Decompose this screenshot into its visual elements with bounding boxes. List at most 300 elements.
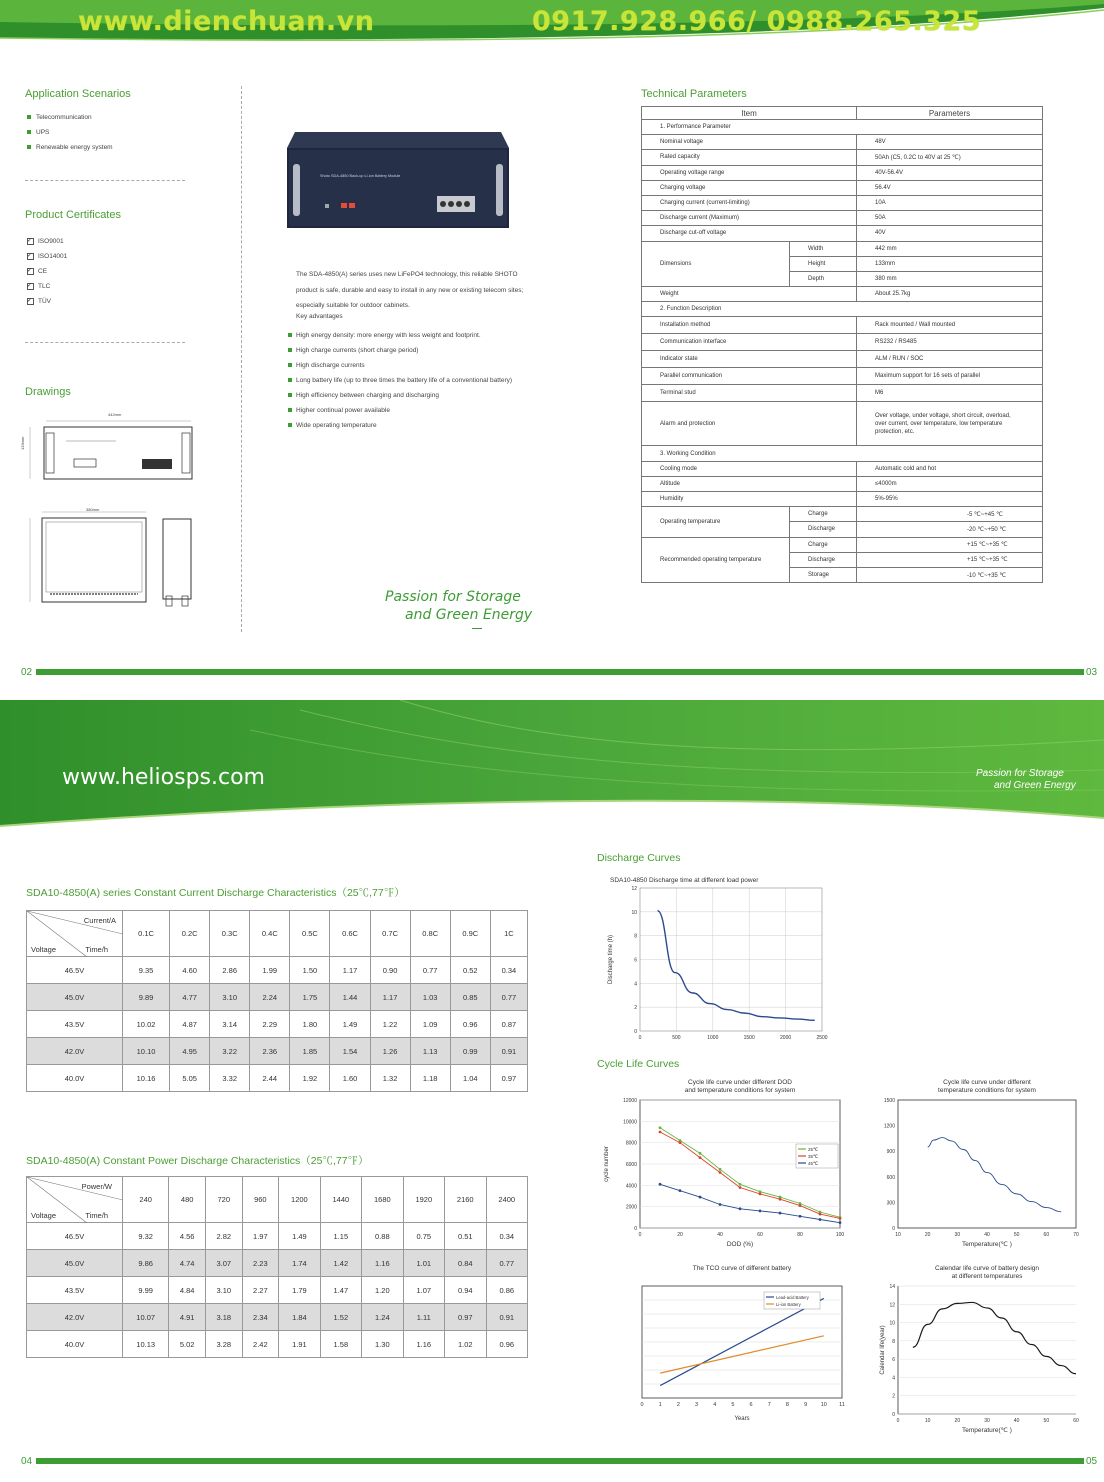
top-page [0, 0, 1104, 690]
cp-col: 1920 [403, 1177, 444, 1223]
x-tick-label: 2500 [816, 1035, 828, 1041]
voltage-cell: 46.5V [27, 1223, 123, 1250]
table-row: Cooling mode Automatic cold and hot [642, 461, 1043, 476]
x-tick-label: 20 [954, 1418, 961, 1424]
series-line [660, 1184, 840, 1222]
legend-label: Li-ion Battery [776, 1302, 801, 1307]
cc-hdr-top: Current/A [83, 916, 116, 925]
list-item: Renewable energy system [27, 140, 113, 155]
table-row: Discharge cut-off voltage 40V [642, 226, 1043, 241]
series-line [660, 1128, 840, 1218]
certificates-title: Product Certificates [25, 209, 121, 221]
chart-title: Cycle life curve under different [943, 1079, 1031, 1086]
table-cell: 0.77 [490, 984, 527, 1011]
y-tick-label: 2 [634, 1005, 637, 1012]
table-cell: 0.52 [450, 957, 490, 984]
page-number: 03 [1086, 667, 1098, 678]
tech-section: 2. Function Description [642, 302, 1043, 317]
table-cell: 0.91 [486, 1304, 528, 1331]
data-point [739, 1186, 742, 1189]
y-axis-label: Calendar life(year) [880, 1325, 886, 1375]
x-tick-label: 100 [835, 1232, 845, 1238]
cp-col: 240 [123, 1177, 169, 1223]
tech-section: 3. Working Condition [642, 446, 1043, 461]
table-cell: 1.80 [290, 1011, 330, 1038]
x-tick-label: 60 [1073, 1418, 1079, 1424]
table-cell: 0.94 [445, 1277, 486, 1304]
cp-table-title: SDA10-4850(A) Constant Power Discharge Characteristics（25℃,77℉） [26, 1155, 369, 1167]
watermark-phone: 0917.928.966/ 0988.265.325 [532, 6, 982, 37]
table-cell: 1.75 [290, 984, 330, 1011]
x-tick-label: 80 [797, 1232, 803, 1238]
table-cell: 4.84 [169, 1277, 206, 1304]
certificates-list [27, 234, 67, 309]
voltage-cell: 45.0V [27, 1250, 123, 1277]
x-tick-label: 500 [672, 1035, 681, 1041]
table-row: Operating temperature Charge -5 ℃~+45 ℃ [642, 507, 1043, 522]
table-cell: 4.60 [170, 957, 210, 984]
table-cell: 1.49 [330, 1011, 370, 1038]
table-row: Charging voltage 56.4V [642, 180, 1043, 195]
list-item: CE ✓ [27, 264, 67, 279]
list-item: TÜV ✓ [27, 294, 67, 309]
table-cell: 3.28 [205, 1331, 242, 1358]
table-cell: 9.99 [123, 1277, 169, 1304]
table-row: Installation method Rack mounted / Wall mounted [642, 317, 1043, 334]
table-cell: 1.15 [320, 1223, 361, 1250]
voltage-cell: 40.0V [27, 1065, 123, 1092]
table-row [27, 1304, 528, 1331]
tech-title: Technical Parameters [641, 88, 747, 100]
table-row [27, 1011, 528, 1038]
product-panel-label: Shoto SDA-4850 Back-up Li-ion Battery Module [320, 174, 401, 178]
table-row: Terminal stud M6 [642, 385, 1043, 402]
table-row: Discharge current (Maximum) 50A [642, 211, 1043, 226]
cp-col: 1200 [279, 1177, 320, 1223]
data-point [819, 1218, 822, 1221]
table-cell: 0.77 [410, 957, 450, 984]
table-row: Indicator state ALM / RUN / SOC [642, 351, 1043, 368]
data-point [779, 1212, 782, 1215]
table-cell: 3.07 [205, 1250, 242, 1277]
table-cell: 10.13 [123, 1331, 169, 1358]
table-row: Discharge -20 ℃~+50 ℃ [642, 522, 1043, 537]
key-advantages-list [288, 328, 550, 433]
x-tick-label: 0 [638, 1232, 642, 1238]
x-tick-label: 1000 [707, 1035, 719, 1041]
y-tick-label: 6 [892, 1357, 895, 1364]
x-tick-label: 11 [839, 1402, 845, 1408]
legend-label: Lead-acid Battery [776, 1295, 809, 1300]
voltage-cell: 43.5V [27, 1277, 123, 1304]
y-tick-label: 0 [634, 1029, 637, 1035]
table-cell: 1.97 [242, 1223, 279, 1250]
chart-title: Calendar life curve of battery design [934, 1265, 1040, 1272]
cp-col: 2160 [445, 1177, 486, 1223]
cp-col: 1440 [320, 1177, 361, 1223]
list-item: Long battery life (up to three times the battery life of a conventional battery) [288, 373, 550, 388]
chart-title: The TCO curve of different battery [692, 1265, 792, 1272]
series-line [913, 1302, 1076, 1373]
chart-title: SDA10-4850 Discharge time at different load power [610, 877, 759, 884]
table-cell: 4.56 [169, 1223, 206, 1250]
data-point [799, 1215, 802, 1218]
table-cell: 1.32 [370, 1065, 410, 1092]
table-cell: 1.01 [403, 1250, 444, 1277]
cycle-life-title: Cycle Life Curves [597, 1058, 680, 1070]
table-cell: 2.29 [250, 1011, 290, 1038]
list-item: UPS [27, 125, 113, 140]
table-cell: 1.99 [250, 957, 290, 984]
x-tick-label: 50 [1043, 1418, 1050, 1424]
table-cell: 1.58 [320, 1331, 361, 1358]
drawing-width-label: 442mm [108, 412, 122, 417]
table-cell: 0.96 [486, 1331, 528, 1358]
x-tick-label: 10 [924, 1418, 931, 1424]
application-title: Application Scenarios [25, 88, 131, 100]
cc-col: 0.2C [170, 911, 210, 957]
tech-table [641, 106, 1043, 583]
table-row [27, 1223, 528, 1250]
cc-col: 0.5C [290, 911, 330, 957]
table-cell: 4.77 [170, 984, 210, 1011]
list-item: Wide operating temperature [288, 418, 550, 433]
cc-col: 0.3C [210, 911, 250, 957]
x-tick-label: 40 [1013, 1418, 1020, 1424]
data-point [779, 1198, 782, 1201]
x-tick-label: 1 [658, 1402, 662, 1408]
data-point [659, 1131, 662, 1134]
footer-bar [36, 1458, 1084, 1464]
x-tick-label: 20 [924, 1232, 931, 1238]
cc-corner-header [27, 911, 123, 957]
plot-frame [898, 1100, 1076, 1228]
header-slogan-line2: and Green Energy [994, 780, 1076, 791]
y-tick-label: 12 [631, 886, 637, 892]
voltage-cell: 46.5V [27, 957, 123, 984]
x-tick-label: 0 [638, 1035, 642, 1041]
x-tick-label: 4 [713, 1402, 717, 1408]
table-cell: 1.18 [410, 1065, 450, 1092]
table-row: Weight About 25.7kg [642, 287, 1043, 302]
x-tick-label: 5 [731, 1402, 735, 1408]
table-cell: 1.47 [320, 1277, 361, 1304]
table-cell: 1.52 [320, 1304, 361, 1331]
table-row: Charging current (current-limiting) 10A [642, 195, 1043, 210]
x-tick-label: 3 [695, 1402, 699, 1408]
table-cell: 10.10 [123, 1038, 170, 1065]
table-row: Nominal voltage 48V [642, 135, 1043, 150]
x-tick-label: 30 [954, 1232, 961, 1238]
cp-hdr-time: Time/h [85, 1211, 108, 1220]
data-point [739, 1183, 742, 1186]
tech-section: 1. Performance Parameter [642, 120, 1043, 135]
y-tick-label: 12000 [623, 1098, 637, 1104]
table-row [27, 1250, 528, 1277]
table-cell: 0.88 [362, 1223, 403, 1250]
table-cell: 3.18 [205, 1304, 242, 1331]
table-cell: 1.74 [279, 1250, 320, 1277]
table-cell: 0.90 [370, 957, 410, 984]
product-image [283, 128, 513, 230]
cp-hdr-top: Power/W [81, 1182, 112, 1191]
y-tick-label: 1200 [883, 1123, 895, 1130]
y-tick-label: 10000 [623, 1119, 637, 1126]
voltage-cell: 42.0V [27, 1304, 123, 1331]
table-cell: 3.14 [210, 1011, 250, 1038]
table-row [27, 1331, 528, 1358]
application-list [27, 110, 113, 155]
y-tick-label: 8 [892, 1338, 895, 1345]
table-row [27, 957, 528, 984]
slogan-line2: and Green Energy [405, 607, 533, 623]
y-tick-label: 0 [892, 1226, 895, 1232]
drawing-front-view [26, 415, 196, 485]
table-row: Altitude ≤4000m [642, 476, 1043, 491]
table-cell: 1.54 [330, 1038, 370, 1065]
table-cell: 0.97 [445, 1304, 486, 1331]
table-cell: 0.96 [450, 1011, 490, 1038]
legend-label: 25℃ [808, 1147, 819, 1152]
table-cell: 2.34 [242, 1304, 279, 1331]
header-slogan-line1: Passion for Storage [976, 768, 1064, 779]
table-cell: 2.27 [242, 1277, 279, 1304]
x-tick-label: 8 [785, 1402, 789, 1408]
cc-col: 1C [490, 911, 527, 957]
calendar-life-chart [870, 1262, 1095, 1447]
table-cell: 1.85 [290, 1038, 330, 1065]
x-tick-label: 7 [767, 1402, 771, 1408]
table-cell: 1.07 [403, 1277, 444, 1304]
table-cell: 0.34 [490, 957, 527, 984]
table-cell: 3.32 [210, 1065, 250, 1092]
table-cell: 0.77 [486, 1250, 528, 1277]
drawing-side-view [160, 516, 195, 611]
y-tick-label: 6 [634, 957, 637, 964]
table-cell: 1.16 [403, 1331, 444, 1358]
x-tick-label: 60 [757, 1232, 763, 1238]
table-row: Discharge +15 ℃~+35 ℃ [642, 552, 1043, 567]
table-cell: 1.49 [279, 1223, 320, 1250]
table-cell: 9.35 [123, 957, 170, 984]
cc-col: 0.6C [330, 911, 370, 957]
table-cell: 1.84 [279, 1304, 320, 1331]
table-cell: 1.42 [320, 1250, 361, 1277]
table-cell: 1.44 [330, 984, 370, 1011]
data-point [679, 1141, 682, 1144]
table-cell: 1.50 [290, 957, 330, 984]
data-point [759, 1192, 762, 1195]
x-tick-label: 6 [749, 1402, 753, 1408]
discharge-chart [598, 870, 838, 1045]
y-tick-label: 6000 [625, 1162, 637, 1168]
x-tick-label: 10 [820, 1402, 827, 1408]
series-line [928, 1138, 1061, 1212]
table-cell: 1.79 [279, 1277, 320, 1304]
x-tick-label: 50 [1013, 1232, 1020, 1238]
table-cell: 10.16 [123, 1065, 170, 1092]
x-tick-label: 0 [896, 1418, 900, 1424]
cycle-temperature-chart [870, 1076, 1095, 1261]
y-tick-label: 4 [634, 981, 637, 988]
page-number: 02 [21, 667, 33, 678]
data-point [719, 1168, 722, 1171]
cc-body [27, 957, 528, 1092]
table-cell: 3.10 [210, 984, 250, 1011]
cc-col: 0.1C [123, 911, 170, 957]
table-cell: 1.26 [370, 1038, 410, 1065]
table-cell: 0.97 [490, 1065, 527, 1092]
cc-hdr-time: Time/h [85, 945, 108, 954]
table-cell: 9.86 [123, 1250, 169, 1277]
table-cell: 4.95 [170, 1038, 210, 1065]
divider [25, 180, 185, 181]
page-number: 05 [1086, 1456, 1098, 1467]
table-cell: 0.34 [486, 1223, 528, 1250]
table-row: Alarm and protection Over voltage, under voltage, short circuit, overload, over current, over temperature, low temperature protection, etc. [642, 402, 1043, 446]
cp-col: 480 [169, 1177, 206, 1223]
table-cell: 1.92 [290, 1065, 330, 1092]
cc-col: 0.9C [450, 911, 490, 957]
list-item: High efficiency between charging and discharging [288, 388, 550, 403]
cc-hdr-voltage: Voltage [31, 945, 57, 954]
y-tick-label: 1500 [883, 1098, 895, 1104]
table-cell: 1.91 [279, 1331, 320, 1358]
y-tick-label: 4000 [625, 1183, 637, 1190]
list-item: ISO9001 ✓ [27, 234, 67, 249]
table-cell: 2.86 [210, 957, 250, 984]
table-cell: 0.51 [445, 1223, 486, 1250]
tco-chart [630, 1262, 860, 1434]
slogan-line1: Passion for Storage [385, 589, 521, 605]
x-tick-label: 9 [804, 1402, 808, 1408]
table-row [27, 1277, 528, 1304]
product-description: The SDA-4850(A) series uses new LiFePO4 technology, this reliable SHOTO product is safe, durable and easy to install in any new or existing telecom sites; especially suitable for outdoor cabinets. [296, 271, 524, 309]
tech-col-item: Item [642, 107, 857, 120]
x-tick-label: 20 [677, 1232, 683, 1238]
table-row: Height 133mm [642, 256, 1043, 271]
voltage-cell: 40.0V [27, 1331, 123, 1358]
y-tick-label: 12 [889, 1302, 895, 1309]
y-tick-label: 300 [886, 1200, 895, 1207]
table-cell: 1.13 [410, 1038, 450, 1065]
list-item: High charge currents (short charge period) [288, 343, 550, 358]
table-row: Dimensions Width 442 mm [642, 241, 1043, 256]
x-tick-label: 40 [984, 1232, 990, 1238]
cp-col: 720 [205, 1177, 242, 1223]
table-cell: 1.17 [330, 957, 370, 984]
x-tick-label: 2 [676, 1402, 680, 1408]
data-point [659, 1126, 662, 1129]
watermark-site: www.dienchuan.vn [78, 6, 375, 37]
table-cell: 4.74 [169, 1250, 206, 1277]
table-cell: 2.44 [250, 1065, 290, 1092]
series-line [657, 911, 814, 1021]
table-row: Humidity 5%-95% [642, 492, 1043, 507]
table-cell: 0.99 [450, 1038, 490, 1065]
y-tick-label: 8000 [625, 1140, 637, 1147]
y-tick-label: 4 [892, 1375, 895, 1382]
table-cell: 4.87 [170, 1011, 210, 1038]
table-cell: 5.05 [170, 1065, 210, 1092]
table-cell: 2.82 [205, 1223, 242, 1250]
x-tick-label: 40 [717, 1232, 723, 1238]
voltage-cell: 42.0V [27, 1038, 123, 1065]
x-tick-label: 1500 [743, 1035, 755, 1041]
x-tick-label: 60 [1043, 1232, 1050, 1238]
table-row: Recommended operating temperature Charge +15 ℃~+35 ℃ [642, 537, 1043, 552]
x-axis-label: DOD (%) [726, 1241, 754, 1248]
voltage-cell: 45.0V [27, 984, 123, 1011]
table-cell: 3.22 [210, 1038, 250, 1065]
y-tick-label: 900 [886, 1149, 895, 1156]
table-cell: 1.24 [362, 1304, 403, 1331]
cp-col: 2400 [486, 1177, 528, 1223]
y-tick-label: 10 [631, 909, 637, 916]
cc-table-title: SDA10-4850(A) series Constant Current Discharge Characteristics（25℃,77℉） [26, 887, 405, 899]
data-point [819, 1213, 822, 1216]
table-cell: 0.75 [403, 1223, 444, 1250]
x-axis-label: Years [734, 1416, 750, 1422]
table-cell: 1.11 [403, 1304, 444, 1331]
y-tick-label: 14 [889, 1284, 895, 1290]
table-cell: 1.04 [450, 1065, 490, 1092]
y-tick-label: 0 [634, 1226, 637, 1232]
page-number: 04 [21, 1456, 33, 1467]
table-cell: 1.30 [362, 1331, 403, 1358]
drawing-depth-label: 380mm [86, 507, 100, 512]
table-row: Parallel communication Maximum support for 16 sets of parallel [642, 368, 1043, 385]
list-item: High energy density: more energy with less weight and footprint. [288, 328, 550, 343]
table-cell: 5.02 [169, 1331, 206, 1358]
data-point [739, 1207, 742, 1210]
data-point [699, 1152, 702, 1155]
column-separator [241, 86, 242, 632]
drawing-top-view [26, 508, 151, 608]
cp-col: 1680 [362, 1177, 403, 1223]
data-point [699, 1156, 702, 1159]
table-row: Communication interface RS232 / RS485 [642, 334, 1043, 351]
table-row [27, 1038, 528, 1065]
table-row: Depth 380 mm [642, 271, 1043, 286]
cc-col: 0.4C [250, 911, 290, 957]
discharge-curves-title: Discharge Curves [597, 852, 681, 864]
table-cell: 1.60 [330, 1065, 370, 1092]
list-item: TLC ✓ [27, 279, 67, 294]
y-tick-label: 2 [892, 1393, 895, 1400]
table-row [27, 1065, 528, 1092]
table-cell: 2.24 [250, 984, 290, 1011]
table-cell: 1.02 [445, 1331, 486, 1358]
table-cell: 0.86 [486, 1277, 528, 1304]
table-cell: 2.23 [242, 1250, 279, 1277]
table-cell: 9.32 [123, 1223, 169, 1250]
table-cell: 1.22 [370, 1011, 410, 1038]
table-cell: 3.10 [205, 1277, 242, 1304]
slogan-underline [472, 628, 482, 629]
cc-table [26, 910, 528, 1092]
drawings-title: Drawings [25, 386, 71, 398]
y-tick-label: 0 [892, 1412, 895, 1418]
y-tick-label: 8 [634, 933, 637, 940]
cp-table [26, 1176, 528, 1358]
cp-col: 960 [242, 1177, 279, 1223]
table-cell: 1.03 [410, 984, 450, 1011]
x-tick-label: 0 [640, 1402, 644, 1408]
x-tick-label: 30 [984, 1418, 990, 1424]
table-cell: 4.91 [169, 1304, 206, 1331]
table-cell: 9.89 [123, 984, 170, 1011]
